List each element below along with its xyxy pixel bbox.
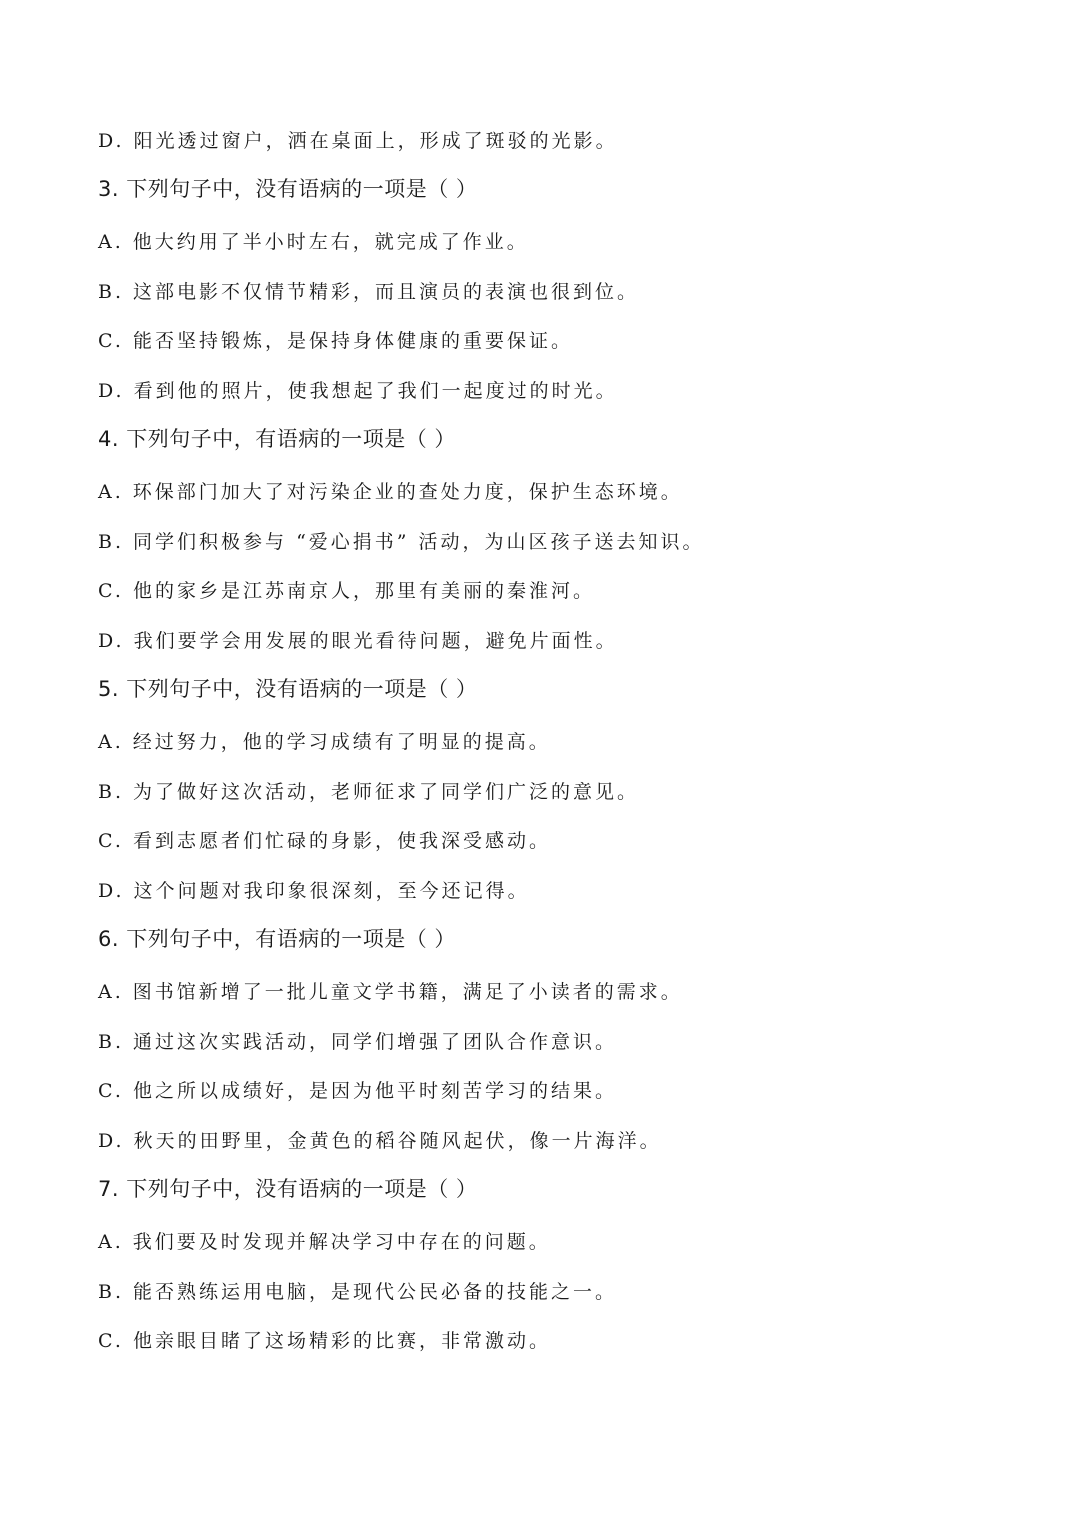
- q6-option-d: D. 秋天的田野里，金黄色的稻谷随风起伏，像一片海洋。: [98, 1130, 662, 1152]
- q6-option-c: C. 他之所以成绩好，是因为他平时刻苦学习的结果。: [98, 1080, 617, 1102]
- q5-option-c: C. 看到志愿者们忙碌的身影，使我深受感动。: [98, 830, 551, 852]
- q3-option-c: C. 能否坚持锻炼，是保持身体健康的重要保证。: [98, 330, 573, 352]
- q3-option-b: B. 这部电影不仅情节精彩，而且演员的表演也很到位。: [98, 281, 640, 303]
- q4-option-a: A. 环保部门加大了对污染企业的查处力度，保护生态环境。: [98, 481, 683, 503]
- question-6: 6. 下列句子中，有语病的一项是（ ）: [98, 927, 456, 951]
- q6-option-b: B. 通过这次实践活动，同学们增强了团队合作意识。: [98, 1031, 618, 1053]
- question-4: 4. 下列句子中，有语病的一项是（ ）: [98, 427, 456, 451]
- q4-option-c: C. 他的家乡是江苏南京人，那里有美丽的秦淮河。: [98, 580, 595, 602]
- q7-option-c: C. 他亲眼目睹了这场精彩的比赛，非常激动。: [98, 1330, 551, 1352]
- q6-option-a: A. 图书馆新增了一批儿童文学书籍，满足了小读者的需求。: [98, 981, 683, 1003]
- q3-option-d: D. 看到他的照片，使我想起了我们一起度过的时光。: [98, 380, 618, 402]
- q5-option-a: A. 经过努力，他的学习成绩有了明显的提高。: [98, 731, 551, 753]
- question-7: 7. 下列句子中，没有语病的一项是（ ）: [98, 1177, 478, 1201]
- q4-option-d: D. 我们要学会用发展的眼光看待问题，避免片面性。: [98, 630, 618, 652]
- question-3: 3. 下列句子中，没有语病的一项是（ ）: [98, 177, 478, 201]
- q7-option-b: B. 能否熟练运用电脑，是现代公民必备的技能之一。: [98, 1281, 618, 1303]
- q3-option-a: A. 他大约用了半小时左右，就完成了作业。: [98, 231, 529, 253]
- question-5: 5. 下列句子中，没有语病的一项是（ ）: [98, 677, 478, 701]
- q5-option-b: B. 为了做好这次活动，老师征求了同学们广泛的意见。: [98, 781, 640, 803]
- q2-option-d: D. 阳光透过窗户，洒在桌面上，形成了斑驳的光影。: [98, 130, 618, 152]
- q4-option-b: B. 同学们积极参与 “爱心捐书” 活动，为山区孩子送去知识。: [98, 531, 705, 553]
- q7-option-a: A. 我们要及时发现并解决学习中存在的问题。: [98, 1231, 551, 1253]
- q5-option-d: D. 这个问题对我印象很深刻，至今还记得。: [98, 880, 530, 902]
